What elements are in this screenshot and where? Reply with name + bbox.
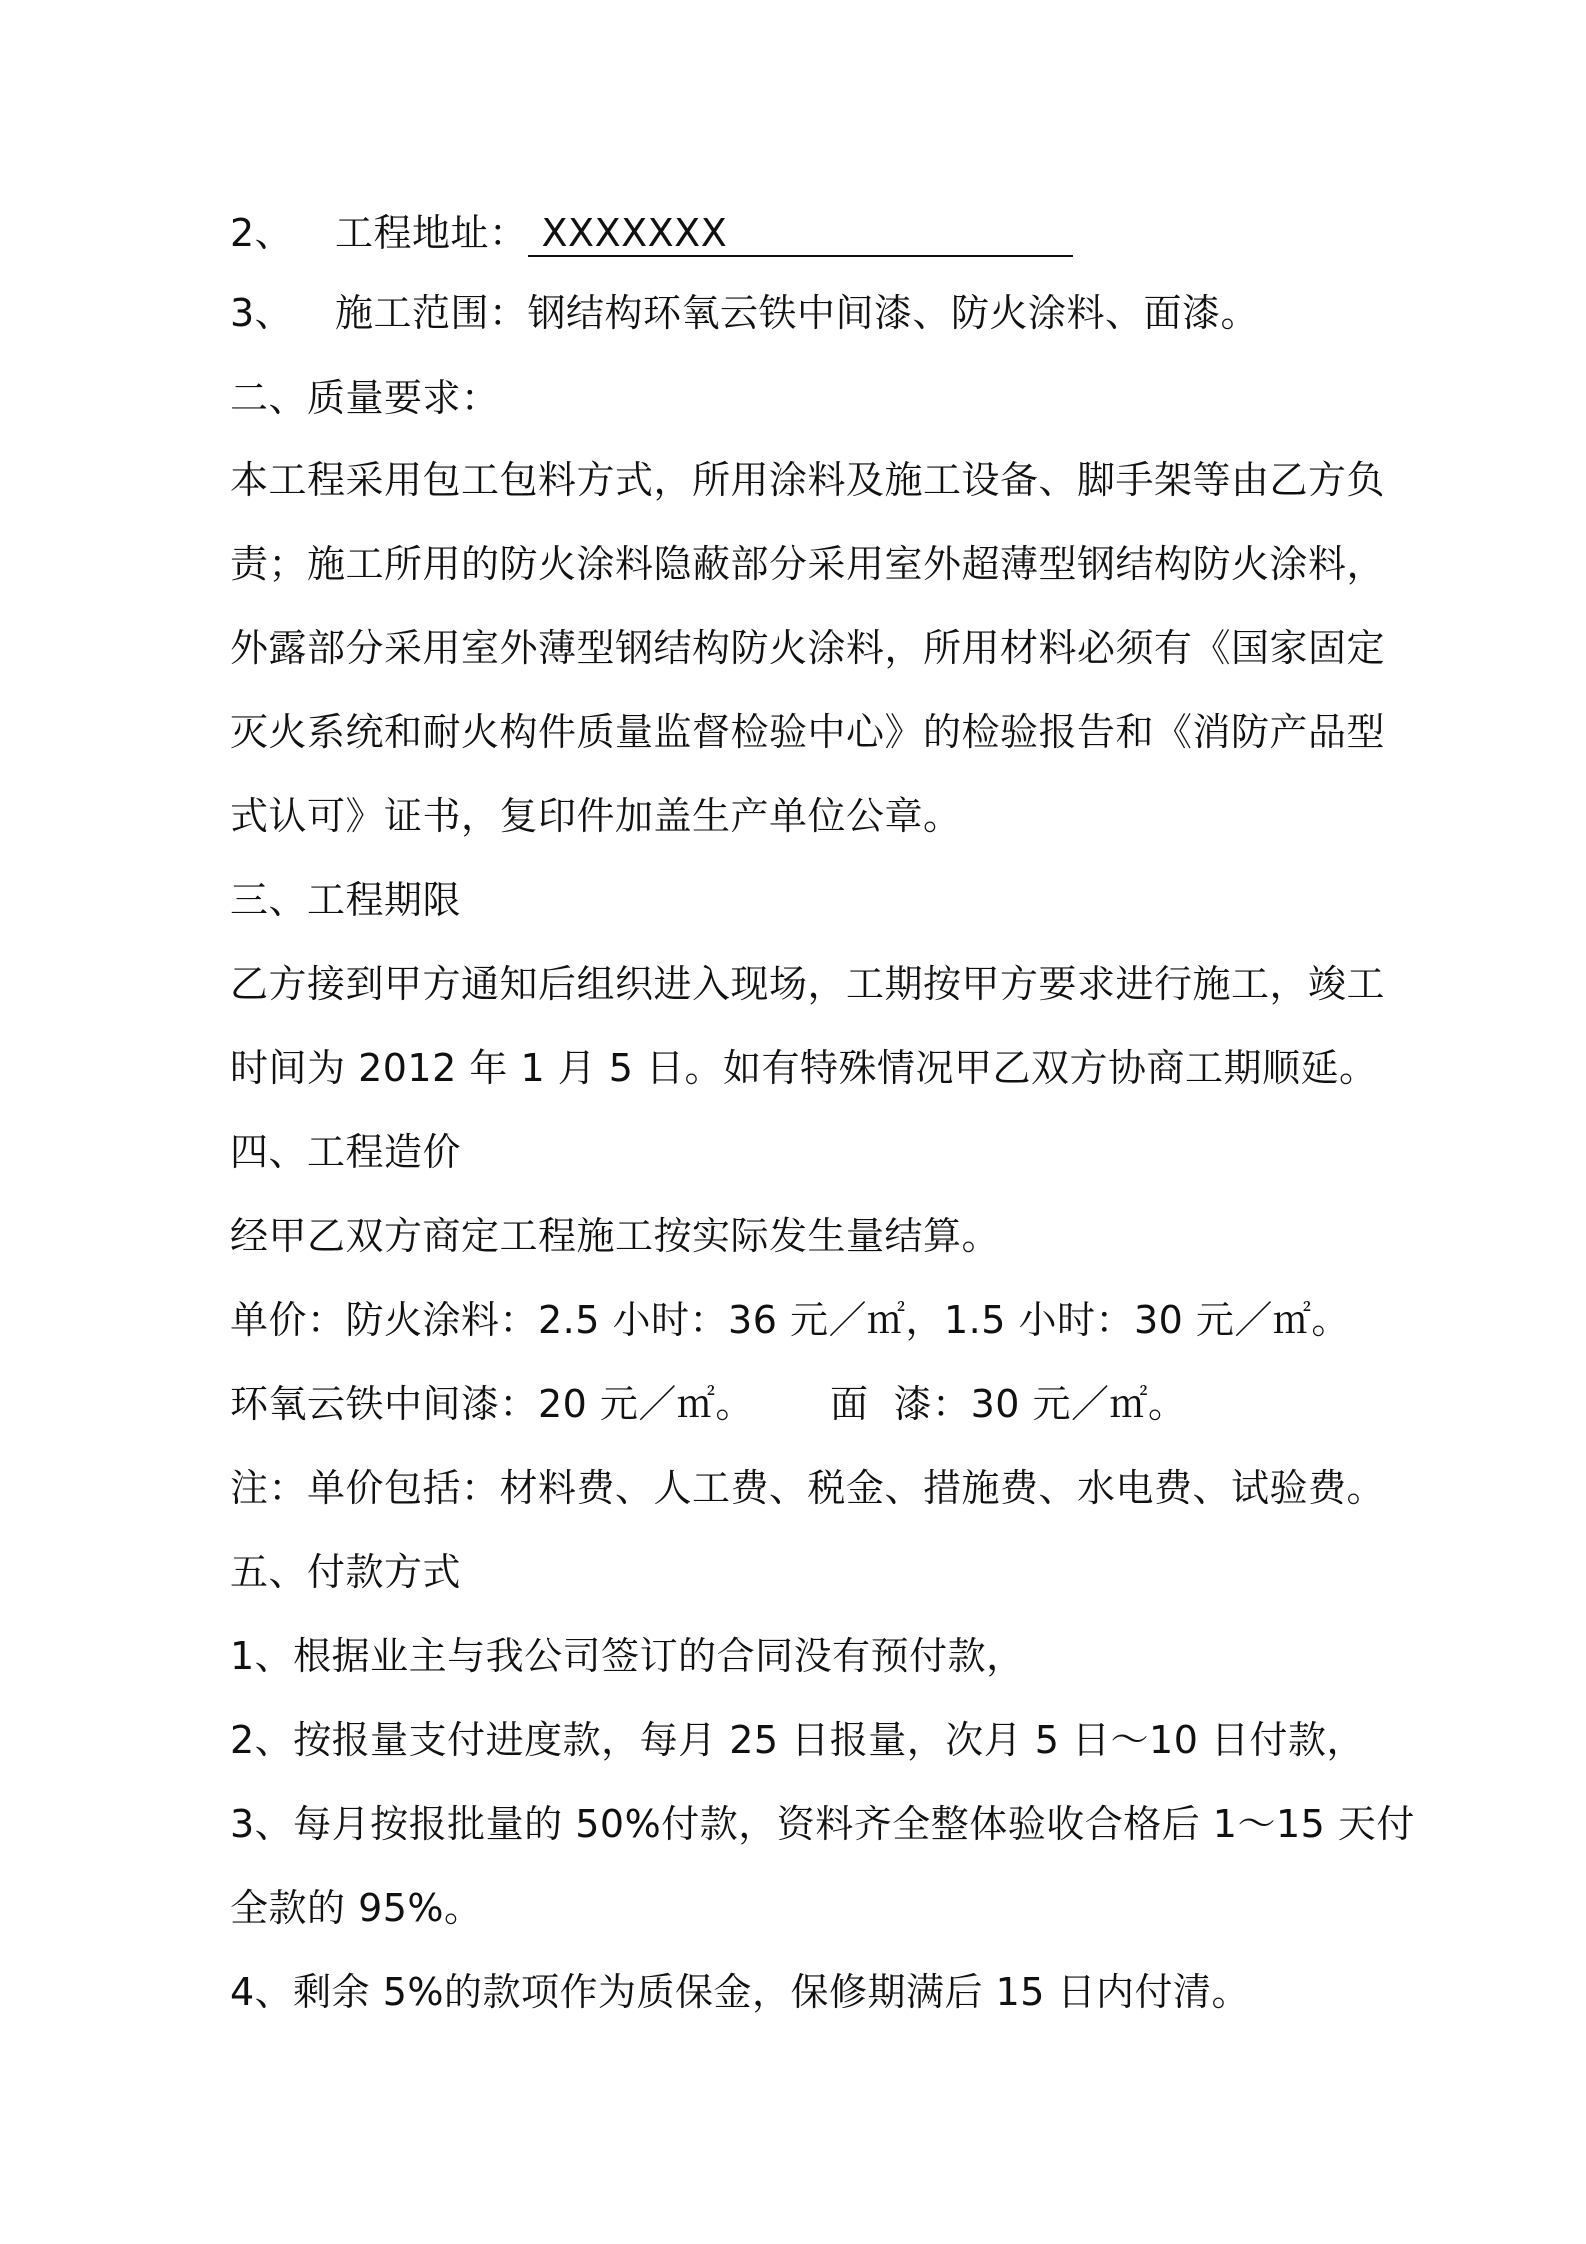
payment-item: 4、剩余 5%的款项作为质保金，保修期满后 15 日内付清。 xyxy=(230,1970,1251,2014)
project-address-value: XXXXXXX xyxy=(528,211,1073,257)
price-note-line: 注：单价包括：材料费、人工费、税金、措施费、水电费、试验费。 xyxy=(230,1466,1386,1510)
top-coat-price: 面 漆：30 元／㎡。 xyxy=(829,1382,1187,1426)
construction-scope-label: 施工范围： xyxy=(335,291,528,335)
paragraph-line: 式认可》证书，复印件加盖生产单位公章。 xyxy=(230,794,962,838)
payment-item: 1、根据业主与我公司签订的合同没有预付款， xyxy=(230,1634,1025,1678)
quality-requirements-heading: 二、质量要求： xyxy=(230,376,500,420)
project-cost-heading: 四、工程造价 xyxy=(230,1130,462,1174)
construction-scope-line xyxy=(230,290,1390,336)
payment-item-continuation: 全款的 95%。 xyxy=(230,1886,483,1930)
settlement-line: 经甲乙双方商定工程施工按实际发生量结算。 xyxy=(230,1214,1001,1258)
paragraph-line: 时间为 2012 年 1 月 5 日。如有特殊情况甲乙双方协商工期顺延。 xyxy=(230,1046,1378,1090)
intermediate-paint-price: 环氧云铁中间漆：20 元／㎡。 xyxy=(230,1382,754,1426)
item-number: 2、 xyxy=(230,211,294,255)
paragraph-line: 乙方接到甲方通知后组织进入现场，工期按甲方要求进行施工，竣工 xyxy=(230,962,1386,1006)
construction-scope-value: 钢结构环氧云铁中间漆、防火涂料、面漆。 xyxy=(527,291,1260,335)
project-address-line xyxy=(230,210,1390,257)
item-number: 3、 xyxy=(230,291,294,335)
paragraph-line: 责；施工所用的防火涂料隐蔽部分采用室外超薄型钢结构防火涂料， xyxy=(230,542,1386,586)
payment-method-heading: 五、付款方式 xyxy=(230,1550,462,1594)
paragraph-line: 外露部分采用室外薄型钢结构防火涂料，所用材料必须有《国家固定 xyxy=(230,626,1386,670)
paint-price-line xyxy=(230,1381,1390,1427)
unit-price-line: 单价：防火涂料：2.5 小时：36 元／㎡，1.5 小时：30 元／㎡。 xyxy=(230,1298,1350,1342)
payment-item: 3、每月按报批量的 50%付款，资料齐全整体验收合格后 1～15 天付 xyxy=(230,1802,1415,1846)
paragraph-line: 本工程采用包工包料方式，所用涂料及施工设备、脚手架等由乙方负 xyxy=(230,458,1386,502)
payment-item: 2、按报量支付进度款，每月 25 日报量，次月 5 日～10 日付款， xyxy=(230,1718,1365,1762)
paragraph-line: 灭火系统和耐火构件质量监督检验中心》的检验报告和《消防产品型 xyxy=(230,710,1386,754)
project-address-label: 工程地址： xyxy=(335,211,528,255)
project-period-heading: 三、工程期限 xyxy=(230,878,462,922)
